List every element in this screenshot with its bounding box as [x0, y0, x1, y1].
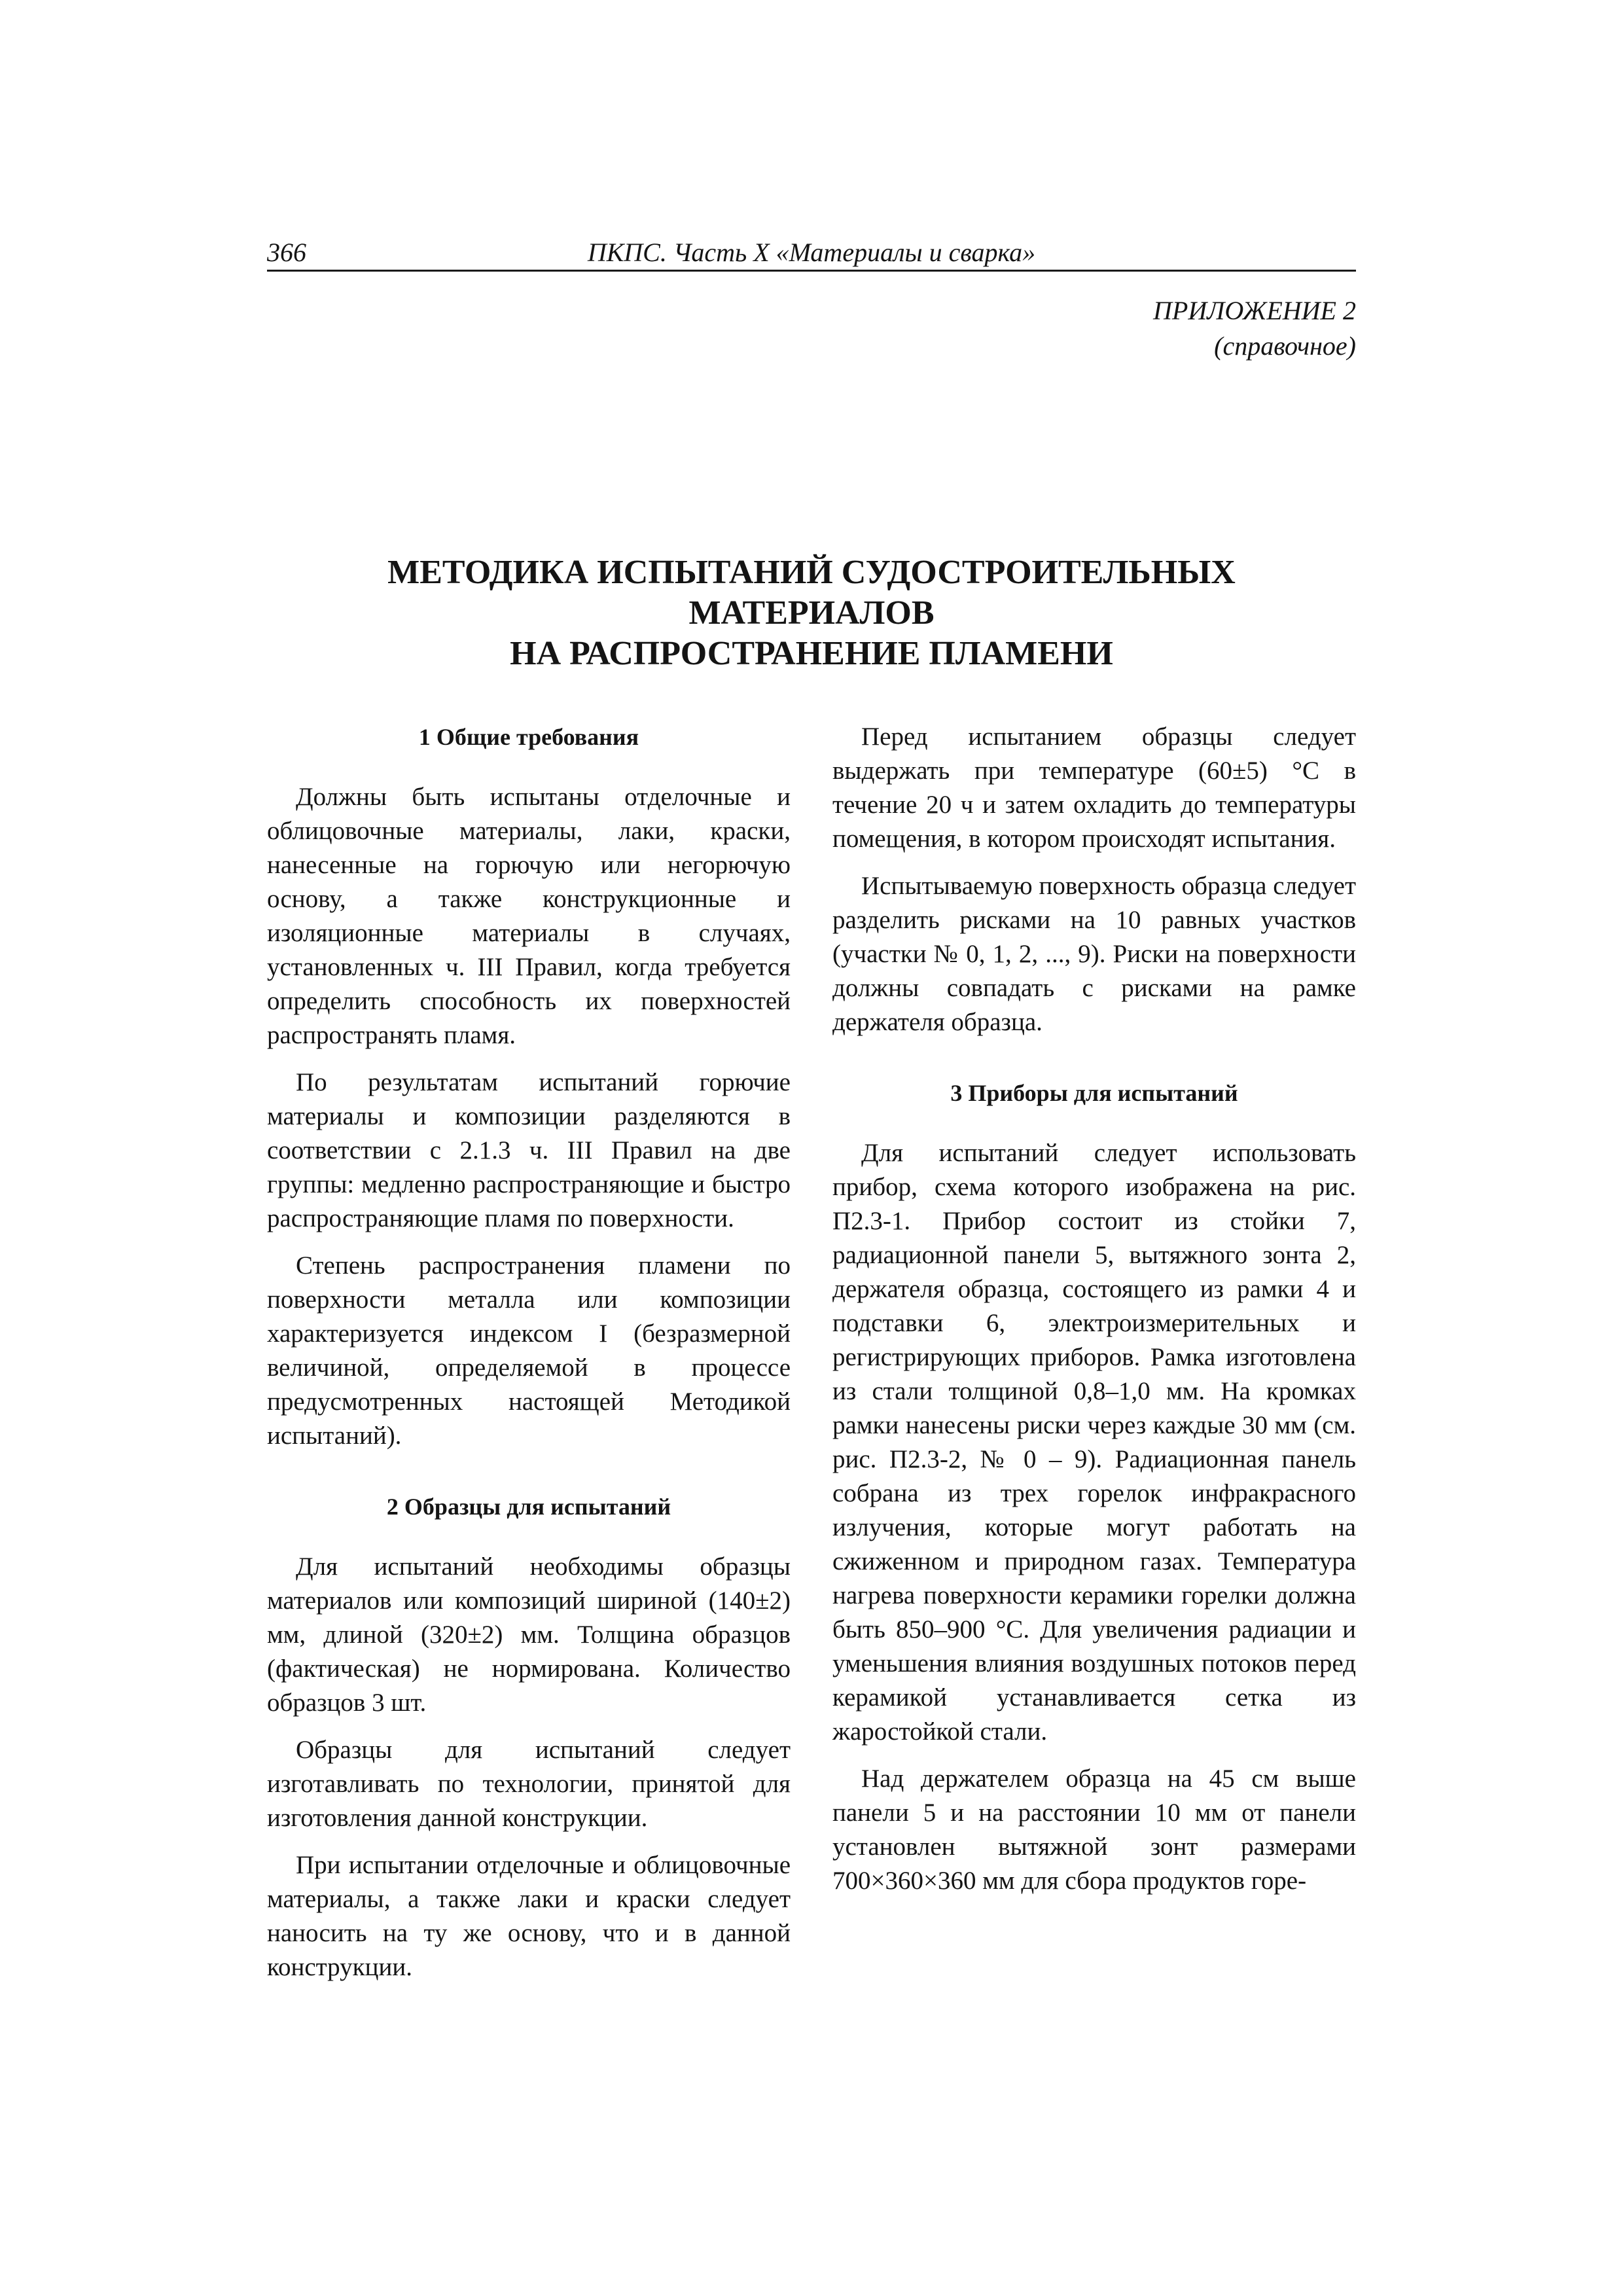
paragraph: Для испытаний следует использовать прибор, схема которого изображена на рис. П2.3-1. Прибор состоит из стойки 7, радиационной панели 5, вытяжного зонта 2, держателя образца, состоящего из рамки 4 и подставки 6, электроизмерительных и регистрирующих приборов. Рамка изготовлена из стали толщиной 0,8–1,0 мм. На кромках рамки нанесены риски через каждые 30 мм (см. рис. П2.3-2, № 0 – 9). Радиационная панель собрана из трех горелок инфракрасного излучения, которые могут работать на сжиженном и природном газах. Температура нагрева поверхности керамики горелки должна быть 850–900 °С. Для увеличения радиации и уменьшения влияния воздушных потоков перед керамикой устанавливается сетка из жаростойкой стали. — [832, 1139, 1356, 1746]
appendix-label: ПРИЛОЖЕНИЕ 2 — [1153, 296, 1356, 325]
left-column — [267, 720, 791, 1998]
page-number: 366 — [267, 238, 306, 267]
paragraph: Образцы для испытаний следует изготавливать по технологии, принятой для изготовления данной конструкции. — [267, 1736, 791, 1832]
paragraph: Испытываемую поверхность образца следует разделить рисками на 10 равных участков (участки № 0, 1, 2, ..., 9). Риски на поверхности должны совпадать с рисками на рамке держателя образца. — [832, 872, 1356, 1036]
paragraph: Степень распространения пламени по поверхности металла или композиции характеризуется индексом I (безразмерной величиной, определяемой в процессе предусмотренных настоящей Методикой испытаний). — [267, 1251, 791, 1450]
section-heading-apparatus: 3 Приборы для испытаний — [950, 1080, 1238, 1106]
document-title-line-2: НА РАСПРОСТРАНЕНИЕ ПЛАМЕНИ — [510, 635, 1113, 672]
paragraph: Перед испытанием образцы следует выдержать при температуре (60±5) °С в течение 20 ч и затем охладить до температуры помещения, в котором происходят испытания. — [832, 723, 1356, 853]
section-heading-general-requirements: 1 Общие требования — [418, 724, 639, 750]
appendix-note: (справочное) — [1214, 331, 1356, 361]
running-title: ПКПС. Часть X «Материалы и сварка» — [587, 238, 1036, 267]
appendix-label-block — [1153, 293, 1356, 364]
section-heading-specimens: 2 Образцы для испытаний — [386, 1494, 671, 1520]
document-title-line-1: МЕТОДИКА ИСПЫТАНИЙ СУДОСТРОИТЕЛЬНЫХ МАТЕРИАЛОВ — [387, 554, 1236, 632]
right-column — [832, 720, 1356, 1911]
paragraph: Для испытаний необходимы образцы материалов или композиций шириной (140±2) мм, длиной (320±2) мм. Толщина образцов (фактическая) не нормирована. Количество образцов 3 шт. — [267, 1552, 791, 1717]
paragraph: Должны быть испытаны отделочные и облицовочные материалы, лаки, краски, нанесенные на горючую или негорючую основу, а также конструкционные и изоляционные материалы в случаях, установленных ч. III Правил, когда требуется определить способность их поверхностей распространять пламя. — [267, 783, 791, 1049]
running-header — [267, 236, 1356, 272]
document-title — [267, 552, 1356, 674]
paragraph: Над держателем образца на 45 см выше панели 5 и на расстоянии 10 мм от панели установлен вытяжной зонт размерами 700×360×360 мм для сбора продуктов горе- — [832, 1765, 1356, 1895]
paragraph: При испытании отделочные и облицовочные материалы, а также лаки и краски следует наносить на ту же основу, что и в данной конструкции. — [267, 1851, 791, 1981]
paragraph: По результатам испытаний горючие материалы и композиции разделяются в соответствии с 2.1.3 ч. III Правил на две группы: медленно распространяющие и быстро распространяющие пламя по поверхности. — [267, 1068, 791, 1232]
